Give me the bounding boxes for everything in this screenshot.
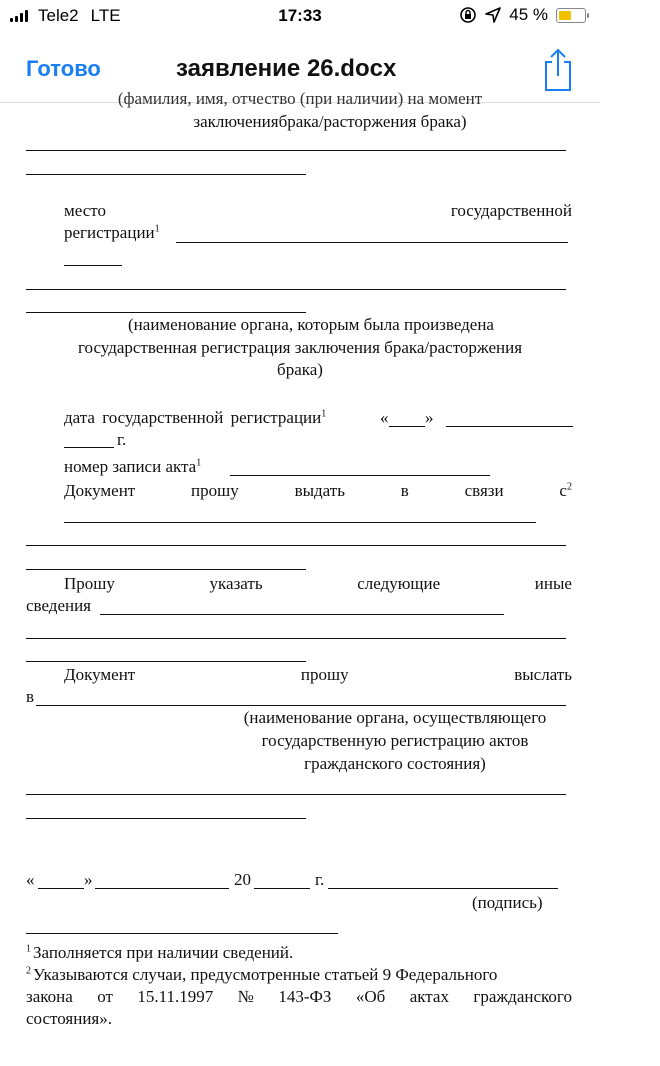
other-word: следующие bbox=[357, 574, 441, 593]
footnote-2-line3: состояния». bbox=[26, 1009, 112, 1028]
blank-line bbox=[26, 289, 566, 290]
reason-row bbox=[64, 481, 572, 501]
record-label-row bbox=[64, 457, 201, 477]
top-caption-line: заключениябрака/расторжения брака) bbox=[193, 112, 467, 131]
footnote-2-mark: 2 bbox=[26, 965, 31, 977]
signature-input[interactable] bbox=[328, 888, 558, 889]
send-caption-3: гражданского состояния) bbox=[304, 754, 486, 773]
battery-icon bbox=[556, 8, 586, 23]
place-word-1: место bbox=[64, 201, 106, 220]
top-cut-text: (фамилия, имя, отчество (при наличии) на момент bbox=[117, 89, 483, 108]
footnote-2-line1: Указываются случаи, предусмотренные статьей 9 Федерального bbox=[33, 965, 498, 984]
footnote-1-mark: 1 bbox=[26, 943, 31, 955]
date-word-2: государственной bbox=[102, 408, 224, 427]
send-word: прошу bbox=[300, 665, 349, 684]
sign-month-input[interactable] bbox=[95, 888, 229, 889]
place-input-line[interactable] bbox=[176, 242, 568, 243]
blank-line bbox=[26, 794, 566, 795]
footnote-word: закона bbox=[26, 987, 73, 1006]
blank-line bbox=[26, 312, 306, 313]
reason-word: прошу bbox=[191, 481, 239, 500]
footnote-word: от bbox=[97, 987, 113, 1006]
footnote-1 bbox=[26, 943, 293, 963]
date-word-1: дата bbox=[64, 408, 95, 427]
footnote-ref: 1 bbox=[321, 408, 327, 420]
footnote-word: гражданского bbox=[473, 987, 572, 1006]
footnote-word: 15.11.1997 bbox=[137, 987, 214, 1006]
sign-day-input[interactable] bbox=[38, 888, 84, 889]
done-button[interactable]: Готово bbox=[26, 56, 101, 81]
date-day-input[interactable] bbox=[389, 426, 425, 427]
sign-year-prefix: 20 bbox=[234, 870, 251, 889]
other-word: указать bbox=[209, 574, 263, 593]
document-title: заявление 26.docx bbox=[176, 55, 397, 82]
footnote-separator bbox=[26, 933, 338, 934]
send-caption-1: (наименование органа, осуществляющего bbox=[243, 708, 547, 727]
sign-quote-open: « bbox=[26, 870, 35, 889]
reason-word-last: $с^2$ bbox=[559, 481, 572, 500]
network-label: LTE bbox=[90, 6, 121, 25]
status-bar bbox=[0, 0, 600, 34]
send-label-2: в bbox=[26, 687, 35, 706]
date-word-3: регистрации bbox=[230, 408, 322, 427]
footnote-2-line2 bbox=[26, 987, 572, 1007]
battery-percent: 45 % bbox=[509, 5, 548, 24]
footnote-word: 143-ФЗ bbox=[278, 987, 332, 1006]
reason-word: Документ bbox=[64, 481, 136, 500]
date-month-input[interactable] bbox=[446, 426, 573, 427]
other-word: Прошу bbox=[64, 574, 115, 593]
blank-line bbox=[26, 150, 566, 151]
send-word: Документ bbox=[64, 665, 136, 684]
organ-caption-1: (наименование органа, которым была произведена bbox=[128, 315, 494, 334]
location-icon bbox=[485, 7, 501, 23]
record-number-input[interactable] bbox=[230, 475, 490, 476]
reason-word: в bbox=[400, 481, 409, 500]
reason-input-line[interactable] bbox=[64, 522, 536, 523]
footnote-2 bbox=[26, 965, 497, 985]
place-label: регистрации bbox=[64, 223, 155, 242]
clock: 17:33 bbox=[278, 6, 322, 25]
blank-line bbox=[26, 638, 566, 639]
other-info-row bbox=[64, 574, 572, 594]
date-quote-close: » bbox=[425, 408, 434, 427]
date-quote-open: « bbox=[380, 408, 389, 427]
footnote-word: актах bbox=[409, 987, 449, 1006]
organ-caption-3: брака) bbox=[277, 360, 323, 379]
record-label: номер записи акта bbox=[64, 457, 197, 476]
date-year-input[interactable] bbox=[64, 447, 114, 448]
blank-line bbox=[26, 545, 566, 546]
reason-word: выдать bbox=[294, 481, 345, 500]
footnote-ref: 2 bbox=[566, 481, 572, 493]
sign-caption: (подпись) bbox=[472, 893, 543, 912]
other-label-2: сведения bbox=[26, 596, 92, 615]
rotation-lock-icon bbox=[459, 6, 477, 24]
other-word: иные bbox=[534, 574, 572, 593]
send-organ-input[interactable] bbox=[36, 705, 566, 706]
carrier-label: Tele2 bbox=[38, 6, 79, 25]
blank-line bbox=[26, 174, 306, 175]
footnote-1-text: Заполняется при наличии сведений. bbox=[33, 943, 294, 962]
sign-quote-close: » bbox=[84, 870, 93, 889]
footnote-word: «Об bbox=[355, 987, 386, 1006]
send-word: выслать bbox=[514, 665, 572, 684]
share-icon[interactable] bbox=[540, 46, 576, 94]
footnote-ref: 1 bbox=[154, 223, 160, 235]
other-info-input[interactable] bbox=[100, 614, 504, 615]
blank-line bbox=[26, 818, 306, 819]
reason-word: связи bbox=[464, 481, 504, 500]
footnote-word: № bbox=[237, 987, 254, 1006]
sign-year-input[interactable] bbox=[254, 888, 310, 889]
footnote-ref: 1 bbox=[196, 457, 202, 469]
blank-line bbox=[26, 569, 306, 570]
send-caption-2: государственную регистрацию актов bbox=[261, 731, 529, 750]
date-row bbox=[64, 408, 326, 428]
place-row bbox=[64, 201, 572, 221]
status-right bbox=[459, 5, 586, 25]
organ-caption-2: государственная регистрация заключения брака/расторжения bbox=[77, 338, 523, 357]
sign-year-suffix: г. bbox=[315, 870, 325, 889]
blank-line bbox=[26, 661, 306, 662]
place-input-line[interactable] bbox=[64, 265, 122, 266]
document-page bbox=[0, 89, 600, 1066]
place-word-2: государственной bbox=[450, 201, 572, 220]
year-suffix: г. bbox=[117, 430, 127, 449]
send-row bbox=[64, 665, 572, 685]
place-label-row bbox=[64, 223, 160, 243]
